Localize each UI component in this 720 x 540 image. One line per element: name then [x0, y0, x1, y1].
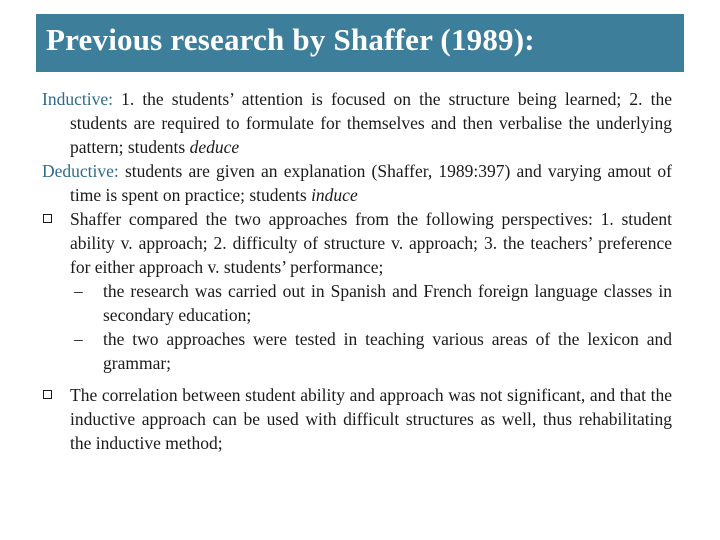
hollow-square-bullet-icon [43, 390, 52, 399]
deductive-emphasis: induce [311, 185, 358, 205]
inductive-paragraph [42, 87, 672, 159]
deductive-text: students are given an explanation (Shaffer, 1989:397) and varying amout of time is spent on practice; students [70, 161, 673, 205]
deductive-label: Deductive: [42, 161, 119, 181]
dash-bullet-icon: – [74, 281, 83, 301]
sub-bullet-text: the research was carried out in Spanish and French foreign language classes in secondary education; [103, 281, 672, 325]
inductive-label: Inductive: [42, 89, 113, 109]
hollow-square-bullet-icon [43, 214, 52, 223]
bullet-text: The correlation between student ability and approach was not significant, and that the inductive approach can be used with difficult structures as well, thus rehabilitating the inductive method; [70, 385, 672, 453]
sub-bullet-item [42, 279, 672, 327]
bullet-item [42, 383, 672, 455]
inductive-text: 1. the students’ attention is focused on the structure being learned; 2. the students are required to formulate for themselves and then verbalise the underlying pattern; students [70, 89, 672, 157]
slide-content [42, 87, 672, 455]
sub-bullet-text: the two approaches were tested in teaching various areas of the lexicon and grammar; [103, 329, 672, 373]
slide-title: Previous research by Shaffer (1989): [46, 22, 535, 57]
title-bar [36, 14, 684, 72]
deductive-paragraph [42, 159, 672, 207]
inductive-emphasis: deduce [189, 137, 240, 157]
sub-bullet-item [42, 327, 672, 375]
spacer [42, 375, 672, 383]
dash-bullet-icon: – [74, 329, 83, 349]
bullet-item [42, 207, 672, 279]
bullet-text: Shaffer compared the two approaches from the following perspectives: 1. student ability v. approach; 2. difficulty of structure v. approach; 3. the teachers’ preference for either approach v. students’ performance; [70, 209, 672, 277]
